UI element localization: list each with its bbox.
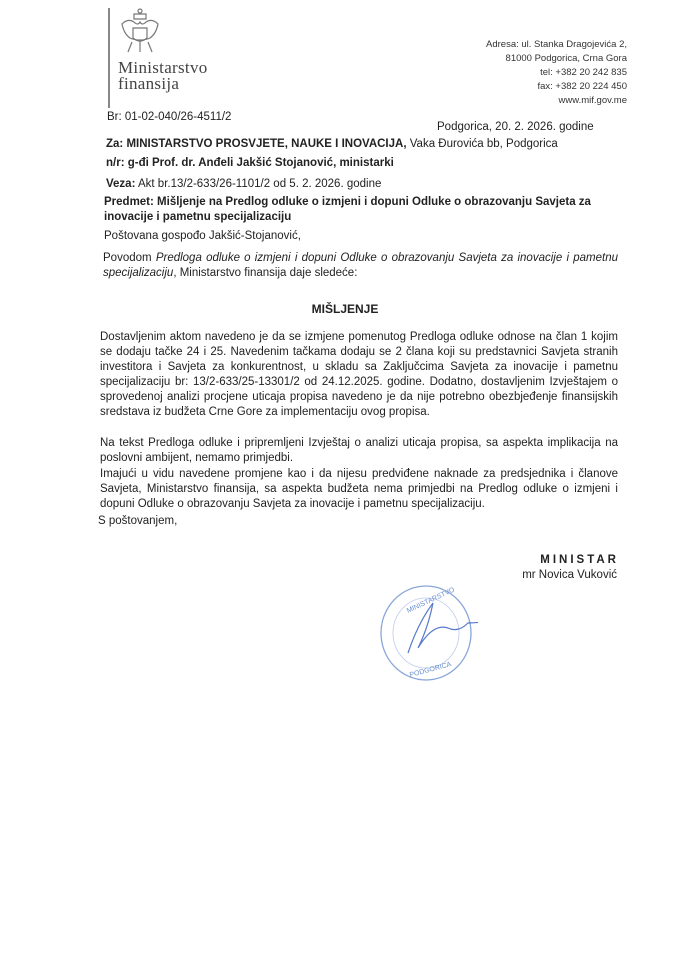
reference-text: Akt br.13/2-633/26-1101/2 od 5. 2. 2026. godine [135, 178, 382, 190]
subject-label: Predmet: [104, 196, 154, 208]
svg-text:MINISTARSTVO: MINISTARSTVO [405, 586, 456, 615]
place-date: Podgorica, 20. 2. 2026. godine [437, 121, 594, 133]
recipient-address: Vaka Đurovića bb, Podgorica [406, 138, 558, 150]
official-stamp-icon [378, 583, 478, 683]
address-website: www.mif.gov.me [558, 95, 627, 106]
signatory-role: MINISTAR [540, 554, 619, 566]
salutation: Poštovana gospođo Jakšić-Stojanović, [104, 230, 301, 242]
ministry-address [486, 38, 627, 108]
ministry-name-line2: finansija [118, 74, 180, 93]
recipient [106, 137, 558, 152]
coat-of-arms-icon [118, 8, 162, 56]
ministry-name-line1: Ministarstvo [118, 58, 208, 77]
intro-italic: Predloga odluke o izmjeni i dopuni Odluke o obrazovanju Savjeta za inovacije i pametnu specijalizaciju [103, 252, 618, 279]
recipient-label: Za: MINISTARSTVO PROSVJETE, NAUKE I INOVACIJA, [106, 138, 407, 150]
reference-line [106, 177, 381, 192]
paragraph-3: Imajući u vidu navedene promjene kao i da nijesu predviđene naknade za predsjednika i članove Savjeta, Ministarstvo finansija, sa aspekta budžeta nema primjedbi na Predlog odluke o izmjeni i dopuni Odluke o obrazovanju Savjeta za inovacije i pametnu specijalizaciju. [100, 468, 618, 510]
paragraph-1: Dostavljenim aktom navedeno je da se izmjene pomenutog Predloga odluke odnose na član 1 kojim se dodaju tačke 24 i 25. Navedenim tačkama dodaju se 2 člana koji su predstavnici Savjeta stranih investitora i Savjeta za konkurentnost, u skladu sa Zaključcima Savjeta za inovacije i pametnu specijalizaciju br: 13/2-633/25-13301/2 od 24.12.2025. godine. Dodatno, dostavljenim Izvještajem o sprovedenoj analizi procjene uticaja propisa navedeno je da nije potrebno obezbjeđenje finansijskih sredstava iz budžeta Crne Gore za implementaciju ovog propisa. [100, 331, 618, 418]
intro-suffix: , Ministarstvo finansija daje sledeće: [173, 267, 358, 279]
reference-number: Br: 01-02-040/26-4511/2 [107, 111, 232, 123]
signatory-name: mr Novica Vuković [522, 569, 617, 581]
address-street: Adresa: ul. Stanka Dragojevića 2, [486, 39, 627, 50]
attention-line: n/r: g-đi Prof. dr. Anđeli Jakšić Stojanović, ministarki [106, 157, 394, 169]
paragraph-2: Na tekst Predloga odluke i pripremljeni Izvještaj o analizi uticaja propisa, sa aspekta implikacija na poslovni ambijent, nemamo primjedbi. [100, 437, 618, 464]
intro-prefix: Povodom [103, 252, 156, 264]
address-city: 81000 Podgorica, Crna Gora [505, 53, 627, 64]
intro-paragraph [103, 251, 618, 281]
ministry-name [118, 60, 208, 92]
address-tel: tel: +382 20 242 835 [540, 67, 627, 78]
subject-line [104, 195, 624, 225]
address-fax: fax: +382 20 224 450 [537, 81, 627, 92]
closing: S poštovanjem, [98, 515, 178, 527]
document-title: MIŠLJENJE [311, 302, 379, 316]
reference-label: Veza: [106, 178, 136, 190]
svg-text:PODGORICA: PODGORICA [408, 661, 453, 680]
letterhead-rule [108, 8, 110, 108]
subject-text: Mišljenje na Predlog odluke o izmjeni i dopuni Odluke o obrazovanju Savjeta za inovacije i pametnu specijalizaciju [104, 196, 591, 223]
